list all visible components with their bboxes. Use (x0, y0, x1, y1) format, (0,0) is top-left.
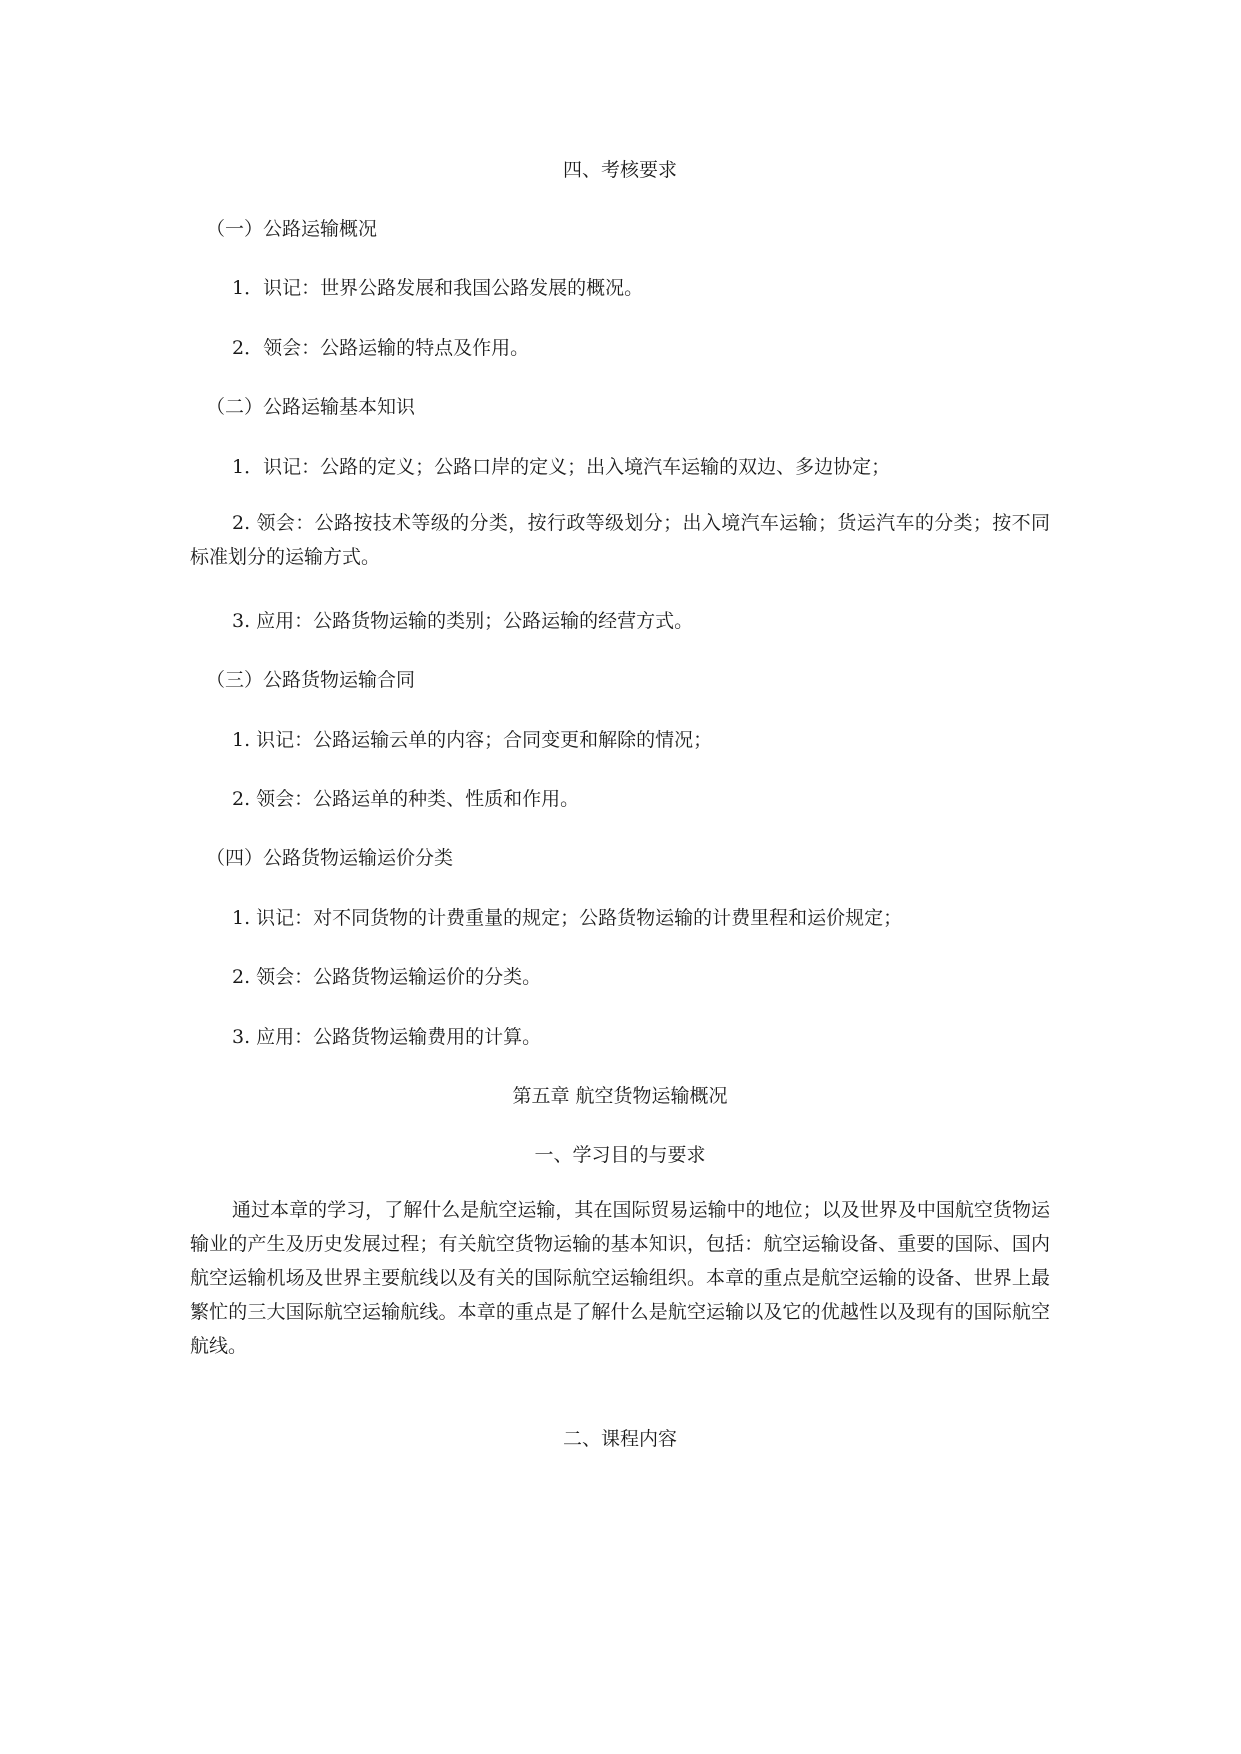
section-title-assessment: 四、考核要求 (562, 159, 677, 181)
document-page (190, 0, 1050, 1754)
list-item-wrapped: 2. 领会：公路按技术等级的分类，按行政等级划分；出入境汽车运输；货运汽车的分类；按不同标准划分的运输方式。 (190, 512, 1050, 568)
list-item: 1．识记：公路的定义；公路口岸的定义；出入境汽车运输的双边、多边协定； (232, 456, 891, 478)
section-title-course-content: 二、课程内容 (562, 1428, 677, 1450)
objectives-paragraph: 通过本章的学习，了解什么是航空运输，其在国际贸易运输中的地位；以及世界及中国航空货物运输业的产生及历史发展过程；有关航空货物运输的基本知识，包括：航空运输设备、重要的国际、国内航空运输机场及世界主要航线以及有关的国际航空运输组织。本章的重点是航空运输的设备、世界上最繁忙的三大国际航空运输航线。本章的重点是了解什么是航空运输以及它的优越性以及现有的国际航空航线。 (190, 1199, 1050, 1357)
list-item: 2. 领会：公路运单的种类、性质和作用。 (232, 788, 580, 810)
chapter-title: 第五章 航空货物运输概况 (512, 1085, 728, 1107)
subsection-heading-1: （一）公路运输概况 (206, 218, 378, 240)
list-item: 3. 应用：公路货物运输的类别；公路运输的经营方式。 (232, 610, 694, 632)
section-title-objectives: 一、学习目的与要求 (534, 1144, 706, 1166)
list-item: 2．领会：公路运输的特点及作用。 (232, 337, 530, 359)
list-item: 1. 识记：公路运输云单的内容；合同变更和解除的情况； (232, 729, 713, 751)
subsection-heading-4: （四）公路货物运输运价分类 (206, 847, 454, 869)
list-item: 1. 识记：对不同货物的计费重量的规定；公路货物运输的计费里程和运价规定； (232, 907, 903, 929)
subsection-heading-3: （三）公路货物运输合同 (206, 669, 416, 691)
list-item: 3. 应用：公路货物运输费用的计算。 (232, 1026, 542, 1048)
list-item: 1．识记：世界公路发展和我国公路发展的概况。 (232, 277, 644, 299)
list-item: 2. 领会：公路货物运输运价的分类。 (232, 966, 542, 988)
subsection-heading-2: （二）公路运输基本知识 (206, 396, 416, 418)
